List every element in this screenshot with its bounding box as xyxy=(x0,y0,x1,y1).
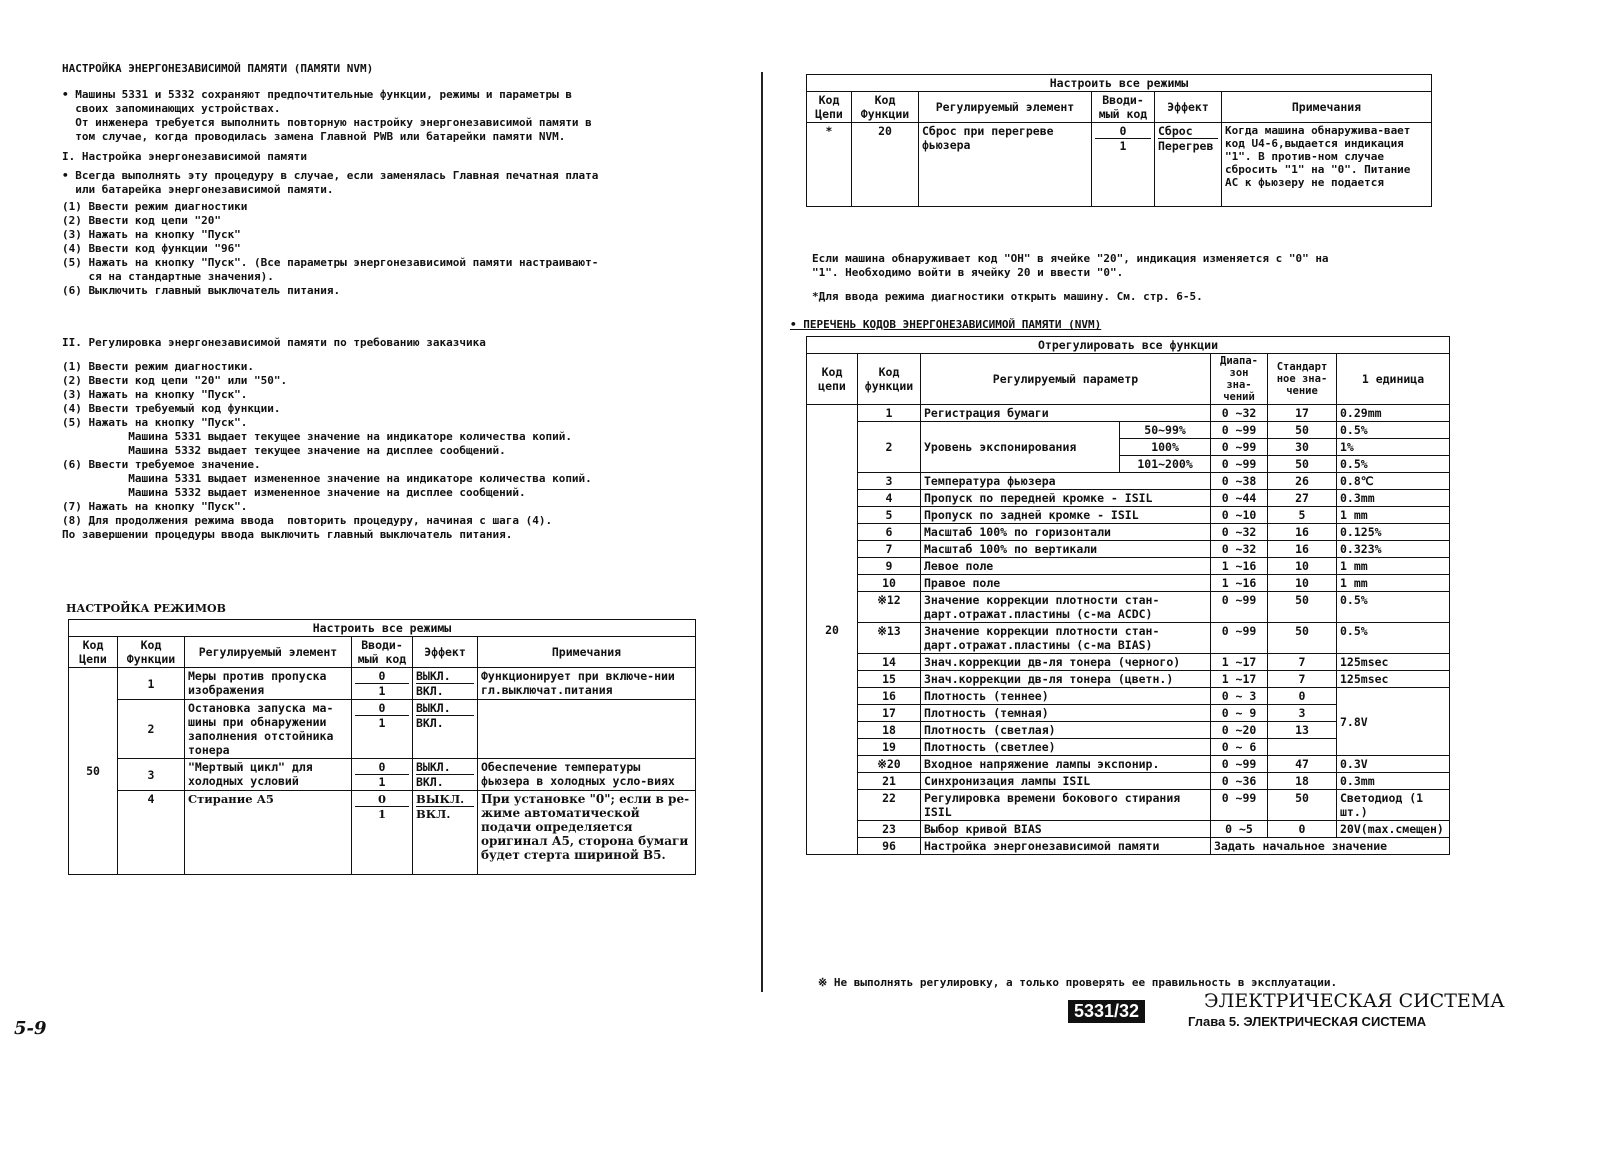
unit: 0.323% xyxy=(1337,541,1450,558)
circuit-code: * xyxy=(807,123,852,207)
fn-code: 18 xyxy=(858,722,921,739)
text-line: (4) Ввести код функции "96" xyxy=(62,242,241,255)
range: 0 ~99 xyxy=(1211,790,1268,821)
unit: Светодиод (1 шт.) xyxy=(1337,790,1450,821)
unit: 0.8℃ xyxy=(1337,473,1450,490)
text-line: • Всегда выполнять эту процедуру в случае, если заменялась Главная печатная плата xyxy=(62,169,599,182)
text-line: (7) Нажать на кнопку "Пуск". xyxy=(62,500,248,513)
hdr-item: Регулируемый элемент xyxy=(919,92,1092,123)
standard: 13 xyxy=(1268,722,1337,739)
table-row xyxy=(807,507,1450,524)
nvm-table-caption: Отрегулировать все функции xyxy=(807,337,1450,354)
hdr-notes: Примечания xyxy=(1222,92,1432,123)
effect: ВЫКЛ. xyxy=(416,760,474,775)
fn-code: ※20 xyxy=(858,756,921,773)
text-line: (8) Для продолжения режима ввода повторить процедуру, начиная с шага (4). xyxy=(62,514,553,527)
range: 1 ~17 xyxy=(1211,654,1268,671)
table-row xyxy=(807,623,1450,654)
page-divider xyxy=(761,72,763,992)
range: 0 ~5 xyxy=(1211,821,1268,838)
range: 0 ~ 3 xyxy=(1211,688,1268,705)
text-line: Машина 5332 выдает измененное значение на дисплее сообщений. xyxy=(62,486,526,499)
table-row xyxy=(807,558,1450,575)
code: 1 xyxy=(377,807,386,821)
table-row xyxy=(807,422,1450,439)
unit: 7.8V xyxy=(1337,688,1450,756)
section2-title: II. Регулировка энергонезависимой памяти по требованию заказчика xyxy=(62,336,486,349)
unit: 0.29mm xyxy=(1337,405,1450,422)
text-line: "1". Необходимо войти в ячейку 20 и ввести "0". xyxy=(812,266,1124,279)
standard: 50 xyxy=(1268,790,1337,821)
param: Плотность (светлая) xyxy=(921,722,1211,739)
fn-code: 9 xyxy=(858,558,921,575)
fn-code: 16 xyxy=(858,688,921,705)
text-line: (5) Нажать на кнопку "Пуск". xyxy=(62,416,248,429)
hdr-effect: Эффект xyxy=(1155,92,1222,123)
item: "Мертвый цикл" для холодных условий xyxy=(185,759,352,791)
range: 0 ~38 xyxy=(1211,473,1268,490)
effect: ВЫКЛ. xyxy=(416,669,474,684)
hdr-range: Диапа-зон зна-чений xyxy=(1211,354,1268,405)
code: 1 xyxy=(378,775,386,789)
fn-code: 15 xyxy=(858,671,921,688)
unit: 0.3mm xyxy=(1337,490,1450,507)
range: 0 ~32 xyxy=(1211,541,1268,558)
range: 0 ~99 xyxy=(1211,623,1268,654)
nvm-list-title: • ПЕРЕЧЕНЬ КОДОВ ЭНЕРГОНЕЗАВИСИМОЙ ПАМЯТИ (NVM) xyxy=(790,318,1102,331)
hdr-function: Код Функции xyxy=(852,92,919,123)
table-row xyxy=(69,759,696,791)
effect: ВКЛ. xyxy=(416,807,451,821)
effect: ВЫКЛ. xyxy=(416,701,474,716)
table-row xyxy=(807,790,1450,821)
range: 0 ~44 xyxy=(1211,490,1268,507)
text-line: (2) Ввести код цепи "20" или "50". xyxy=(62,374,288,387)
standard: 18 xyxy=(1268,773,1337,790)
param: Температура фьюзера xyxy=(921,473,1211,490)
range: 0 ~99 xyxy=(1211,422,1268,439)
param: Пропуск по задней кромке - ISIL xyxy=(921,507,1211,524)
hdr-param: Регулируемый параметр xyxy=(921,354,1211,405)
standard: 47 xyxy=(1268,756,1337,773)
nvm-setup-title: НАСТРОЙКА ЭНЕРГОНЕЗАВИСИМОЙ ПАМЯТИ (ПАМЯТИ NVM) xyxy=(62,62,374,75)
text-line: • Машины 5331 и 5332 сохраняют предпочтительные функции, режимы и параметры в xyxy=(62,88,572,101)
hdr-code: Вводи-мый код xyxy=(352,637,413,668)
param: Выбор кривой BIAS xyxy=(921,821,1211,838)
range: 0 ~10 xyxy=(1211,507,1268,524)
footer-subtitle: Глава 5. ЭЛЕКТРИЧЕСКАЯ СИСТЕМА xyxy=(1188,1014,1427,1029)
effect: Сброс xyxy=(1158,124,1218,139)
fn-code: 21 xyxy=(858,773,921,790)
section1-steps xyxy=(62,200,598,298)
table-row xyxy=(807,541,1450,558)
reset-table xyxy=(806,74,1432,207)
table-row xyxy=(807,524,1450,541)
footnote: ※ Не выполнять регулировку, а только проверять ее правильность в эксплуатации. xyxy=(818,976,1338,989)
param: Плотность (теннее) xyxy=(921,688,1211,705)
code: 0 xyxy=(1095,124,1151,139)
hdr-standard: Стандарт ное зна-чение xyxy=(1268,354,1337,405)
range: 1 ~16 xyxy=(1211,575,1268,592)
effect: ВКЛ. xyxy=(416,775,444,789)
effect: ВКЛ. xyxy=(416,716,444,730)
fn-code: 1 xyxy=(118,668,185,700)
fn-code: 2 xyxy=(118,700,185,759)
text-line: или батарейка энергонезависимой памяти. xyxy=(62,183,334,196)
text-line: (1) Ввести режим диагностики xyxy=(62,200,248,213)
range: 0 ~ 6 xyxy=(1211,739,1268,756)
fn-code: 20 xyxy=(852,123,919,207)
param: Значение коррекции плотности стан-дарт.отражат.пластины (с-ма ACDC) xyxy=(921,592,1211,623)
text-line: (1) Ввести режим диагностики. xyxy=(62,360,255,373)
text-line: (6) Ввести требуемое значение. xyxy=(62,458,261,471)
param: Регулировка времени бокового стирания ISIL xyxy=(921,790,1211,821)
model-badge: 5331/32 xyxy=(1068,1000,1145,1023)
unit: 1 mm xyxy=(1337,507,1450,524)
standard: 26 xyxy=(1268,473,1337,490)
fn-code: 5 xyxy=(858,507,921,524)
standard: 0 xyxy=(1268,688,1337,705)
code: 0 xyxy=(355,669,409,684)
note: Функционирует при включе-нии гл.выключат.питания xyxy=(478,668,696,700)
standard: 10 xyxy=(1268,575,1337,592)
standard: 10 xyxy=(1268,558,1337,575)
hdr-notes: Примечания xyxy=(478,637,696,668)
text-line: (6) Выключить главный выключатель питания. xyxy=(62,284,341,297)
standard: 50 xyxy=(1268,456,1337,473)
ohn-paragraph xyxy=(812,252,1329,280)
text-line: Если машина обнаруживает код "ОН" в ячейке "20", индикация изменяется с "0" на xyxy=(812,252,1329,265)
standard: 27 xyxy=(1268,490,1337,507)
fn-code: 10 xyxy=(858,575,921,592)
text-line: По завершении процедуры ввода выключить главный выключатель питания. xyxy=(62,528,513,541)
table-row xyxy=(807,575,1450,592)
fn-code: 7 xyxy=(858,541,921,558)
unit: 0.5% xyxy=(1337,422,1450,439)
unit: 0.125% xyxy=(1337,524,1450,541)
nvm-codes-table xyxy=(806,336,1450,855)
unit: 0.3V xyxy=(1337,756,1450,773)
table-row xyxy=(807,405,1450,422)
fn-code: 14 xyxy=(858,654,921,671)
standard: 30 xyxy=(1268,439,1337,456)
standard: 5 xyxy=(1268,507,1337,524)
fn-code: ※13 xyxy=(858,623,921,654)
note: Обеспечение температуры фьюзера в холодных усло-виях xyxy=(478,759,696,791)
section2-steps xyxy=(62,360,592,542)
hdr-item: Регулируемый элемент xyxy=(185,637,352,668)
table-row xyxy=(807,773,1450,790)
hdr-function: Код Функции xyxy=(118,637,185,668)
param: Знач.коррекции дв-ля тонера (цветн.) xyxy=(921,671,1211,688)
code: 1 xyxy=(378,716,386,730)
param: Пропуск по передней кромке - ISIL xyxy=(921,490,1211,507)
unit: 1 mm xyxy=(1337,558,1450,575)
text-line: (2) Ввести код цепи "20" xyxy=(62,214,221,227)
item: Сброс при перегреве фьюзера xyxy=(919,123,1092,207)
standard xyxy=(1268,739,1337,756)
range: 0 ~99 xyxy=(1211,456,1268,473)
text-line: том случае, когда проводилась замена Главной PWB или батарейки памяти NVM. xyxy=(62,130,566,143)
hdr-circuit: Код Цепи xyxy=(69,637,118,668)
table-row xyxy=(807,490,1450,507)
unit: 20V(max.смещен) xyxy=(1337,821,1450,838)
table-row xyxy=(807,838,1450,855)
effect: ВЫКЛ. xyxy=(416,792,474,807)
item: Меры против пропуска изображения xyxy=(185,668,352,700)
text-line: Машина 5331 выдает измененное значение на индикаторе количества копий. xyxy=(62,472,592,485)
standard: 16 xyxy=(1268,524,1337,541)
param: Плотность (светлее) xyxy=(921,739,1211,756)
modes-table xyxy=(68,619,696,875)
section1-note xyxy=(62,169,598,197)
param: Настройка энергонезависимой памяти xyxy=(921,838,1211,855)
fn-code: ※12 xyxy=(858,592,921,623)
item: Остановка запуска ма-шины при обнаружении заполнения отстойника тонера xyxy=(185,700,352,759)
unit: 0.5% xyxy=(1337,592,1450,623)
section1-title: I. Настройка энергонезависимой памяти xyxy=(62,150,308,163)
text-line: (3) Нажать на кнопку "Пуск" xyxy=(62,228,241,241)
hdr-function: Код функции xyxy=(858,354,921,405)
unit: 1 mm xyxy=(1337,575,1450,592)
page-number: 5-9 xyxy=(14,1018,47,1039)
standard: 16 xyxy=(1268,541,1337,558)
hdr-effect: Эффект xyxy=(413,637,478,668)
text-line: Машина 5332 выдает текущее значение на дисплее сообщений. xyxy=(62,444,506,457)
code: 1 xyxy=(378,684,386,698)
table-row xyxy=(807,821,1450,838)
text-line: Машина 5331 выдает текущее значение на индикаторе количества копий. xyxy=(62,430,572,443)
fn-code: 3 xyxy=(118,759,185,791)
table-row xyxy=(807,473,1450,490)
hdr-code: Вводи-мый код xyxy=(1092,92,1155,123)
table-row xyxy=(807,654,1450,671)
param: Масштаб 100% по горизонтали xyxy=(921,524,1211,541)
table-row xyxy=(807,592,1450,623)
standard: 50 xyxy=(1268,422,1337,439)
modes-table-caption: Настроить все режимы xyxy=(69,620,696,637)
unit: 0.3mm xyxy=(1337,773,1450,790)
fn-code: 23 xyxy=(858,821,921,838)
param-sub: 100% xyxy=(1120,439,1211,456)
param-sub: 101~200% xyxy=(1120,456,1211,473)
hdr-circuit: Код цепи xyxy=(807,354,858,405)
table-row xyxy=(69,700,696,759)
standard: 7 xyxy=(1268,654,1337,671)
standard: 50 xyxy=(1268,623,1337,654)
fn-code: 1 xyxy=(858,405,921,422)
range: 0 ~ 9 xyxy=(1211,705,1268,722)
code: 1 xyxy=(1119,139,1127,153)
range: 0 ~99 xyxy=(1211,756,1268,773)
reset-table-caption: Настроить все режимы xyxy=(807,75,1432,92)
param: Регистрация бумаги xyxy=(921,405,1211,422)
table-row xyxy=(69,668,696,700)
range: 0 ~32 xyxy=(1211,405,1268,422)
param: Левое поле xyxy=(921,558,1211,575)
fn-code: 2 xyxy=(858,422,921,473)
param: Масштаб 100% по вертикали xyxy=(921,541,1211,558)
range: 1 ~17 xyxy=(1211,671,1268,688)
param: Знач.коррекции дв-ля тонера (черного) xyxy=(921,654,1211,671)
table-row xyxy=(807,671,1450,688)
fn-code: 22 xyxy=(858,790,921,821)
hdr-unit: 1 единица xyxy=(1337,354,1450,405)
fn-code: 17 xyxy=(858,705,921,722)
param: Уровень экспонирования xyxy=(921,422,1120,473)
unit: 125msec xyxy=(1337,654,1450,671)
range: 0 ~32 xyxy=(1211,524,1268,541)
fn-code: 4 xyxy=(118,791,185,875)
diag-note: *Для ввода режима диагностики открыть машину. См. стр. 6-5. xyxy=(812,290,1203,303)
code: 0 xyxy=(355,701,409,716)
text-line: (4) Ввести требуемый код функции. xyxy=(62,402,281,415)
standard: 50 xyxy=(1268,592,1337,623)
range: 0 ~36 xyxy=(1211,773,1268,790)
param: Синхронизация лампы ISIL xyxy=(921,773,1211,790)
modes-title: НАСТРОЙКА РЕЖИМОВ xyxy=(66,602,226,615)
unit: 0.5% xyxy=(1337,456,1450,473)
table-row xyxy=(69,791,696,875)
range: 0 ~99 xyxy=(1211,439,1268,456)
effect: ВКЛ. xyxy=(416,684,444,698)
param-sub: 50~99% xyxy=(1120,422,1211,439)
fn-code: 19 xyxy=(858,739,921,756)
standard: 17 xyxy=(1268,405,1337,422)
table-row xyxy=(807,688,1450,705)
note: Когда машина обнаружива-вает код U4-6,выдается индикация "1". В против-ном случае сбросить "1" на "0". Питание АС к фьюзеру не подается xyxy=(1222,123,1432,207)
table-row xyxy=(807,123,1432,207)
note: При установке "0"; если в ре-жиме автоматической подачи определяется оригинал А5, сторона бумаги будет стерта шириной В5. xyxy=(478,791,696,875)
table-row xyxy=(807,756,1450,773)
text-line: (3) Нажать на кнопку "Пуск". xyxy=(62,388,248,401)
text-line: От инженера требуется выполнить повторную настройку энергонезависимой памяти в xyxy=(62,116,592,129)
range: 0 ~20 xyxy=(1211,722,1268,739)
text-line: (5) Нажать на кнопку "Пуск". (Все параметры энергонезависимой памяти настраивают- xyxy=(62,256,599,269)
unit: 1% xyxy=(1337,439,1450,456)
standard: 3 xyxy=(1268,705,1337,722)
fn-code: 6 xyxy=(858,524,921,541)
fn-code: 3 xyxy=(858,473,921,490)
range: Задать начальное значение xyxy=(1211,838,1450,855)
footer-title: ЭЛЕКТРИЧЕСКАЯ СИСТЕМА xyxy=(1204,990,1505,1012)
intro-block xyxy=(62,88,592,144)
circuit-code: 20 xyxy=(807,405,858,855)
unit: 125msec xyxy=(1337,671,1450,688)
fn-code: 4 xyxy=(858,490,921,507)
standard: 0 xyxy=(1268,821,1337,838)
range: 0 ~99 xyxy=(1211,592,1268,623)
item: Стирание А5 xyxy=(185,791,352,875)
circuit-code: 50 xyxy=(69,668,118,875)
note xyxy=(478,700,696,759)
hdr-circuit: Код Цепи xyxy=(807,92,852,123)
code: 0 xyxy=(355,792,409,807)
effect: Перегрев xyxy=(1158,139,1214,153)
unit: 0.5% xyxy=(1337,623,1450,654)
range: 1 ~16 xyxy=(1211,558,1268,575)
standard: 7 xyxy=(1268,671,1337,688)
param: Значение коррекции плотности стан-дарт.отражат.пластины (с-ма BIAS) xyxy=(921,623,1211,654)
text-line: ся на стандартные значения). xyxy=(62,270,274,283)
param: Правое поле xyxy=(921,575,1211,592)
param: Плотность (темная) xyxy=(921,705,1211,722)
code: 0 xyxy=(355,760,409,775)
fn-code: 96 xyxy=(858,838,921,855)
param: Входное напряжение лампы экспонир. xyxy=(921,756,1211,773)
text-line: своих запоминающих устройствах. xyxy=(62,102,281,115)
